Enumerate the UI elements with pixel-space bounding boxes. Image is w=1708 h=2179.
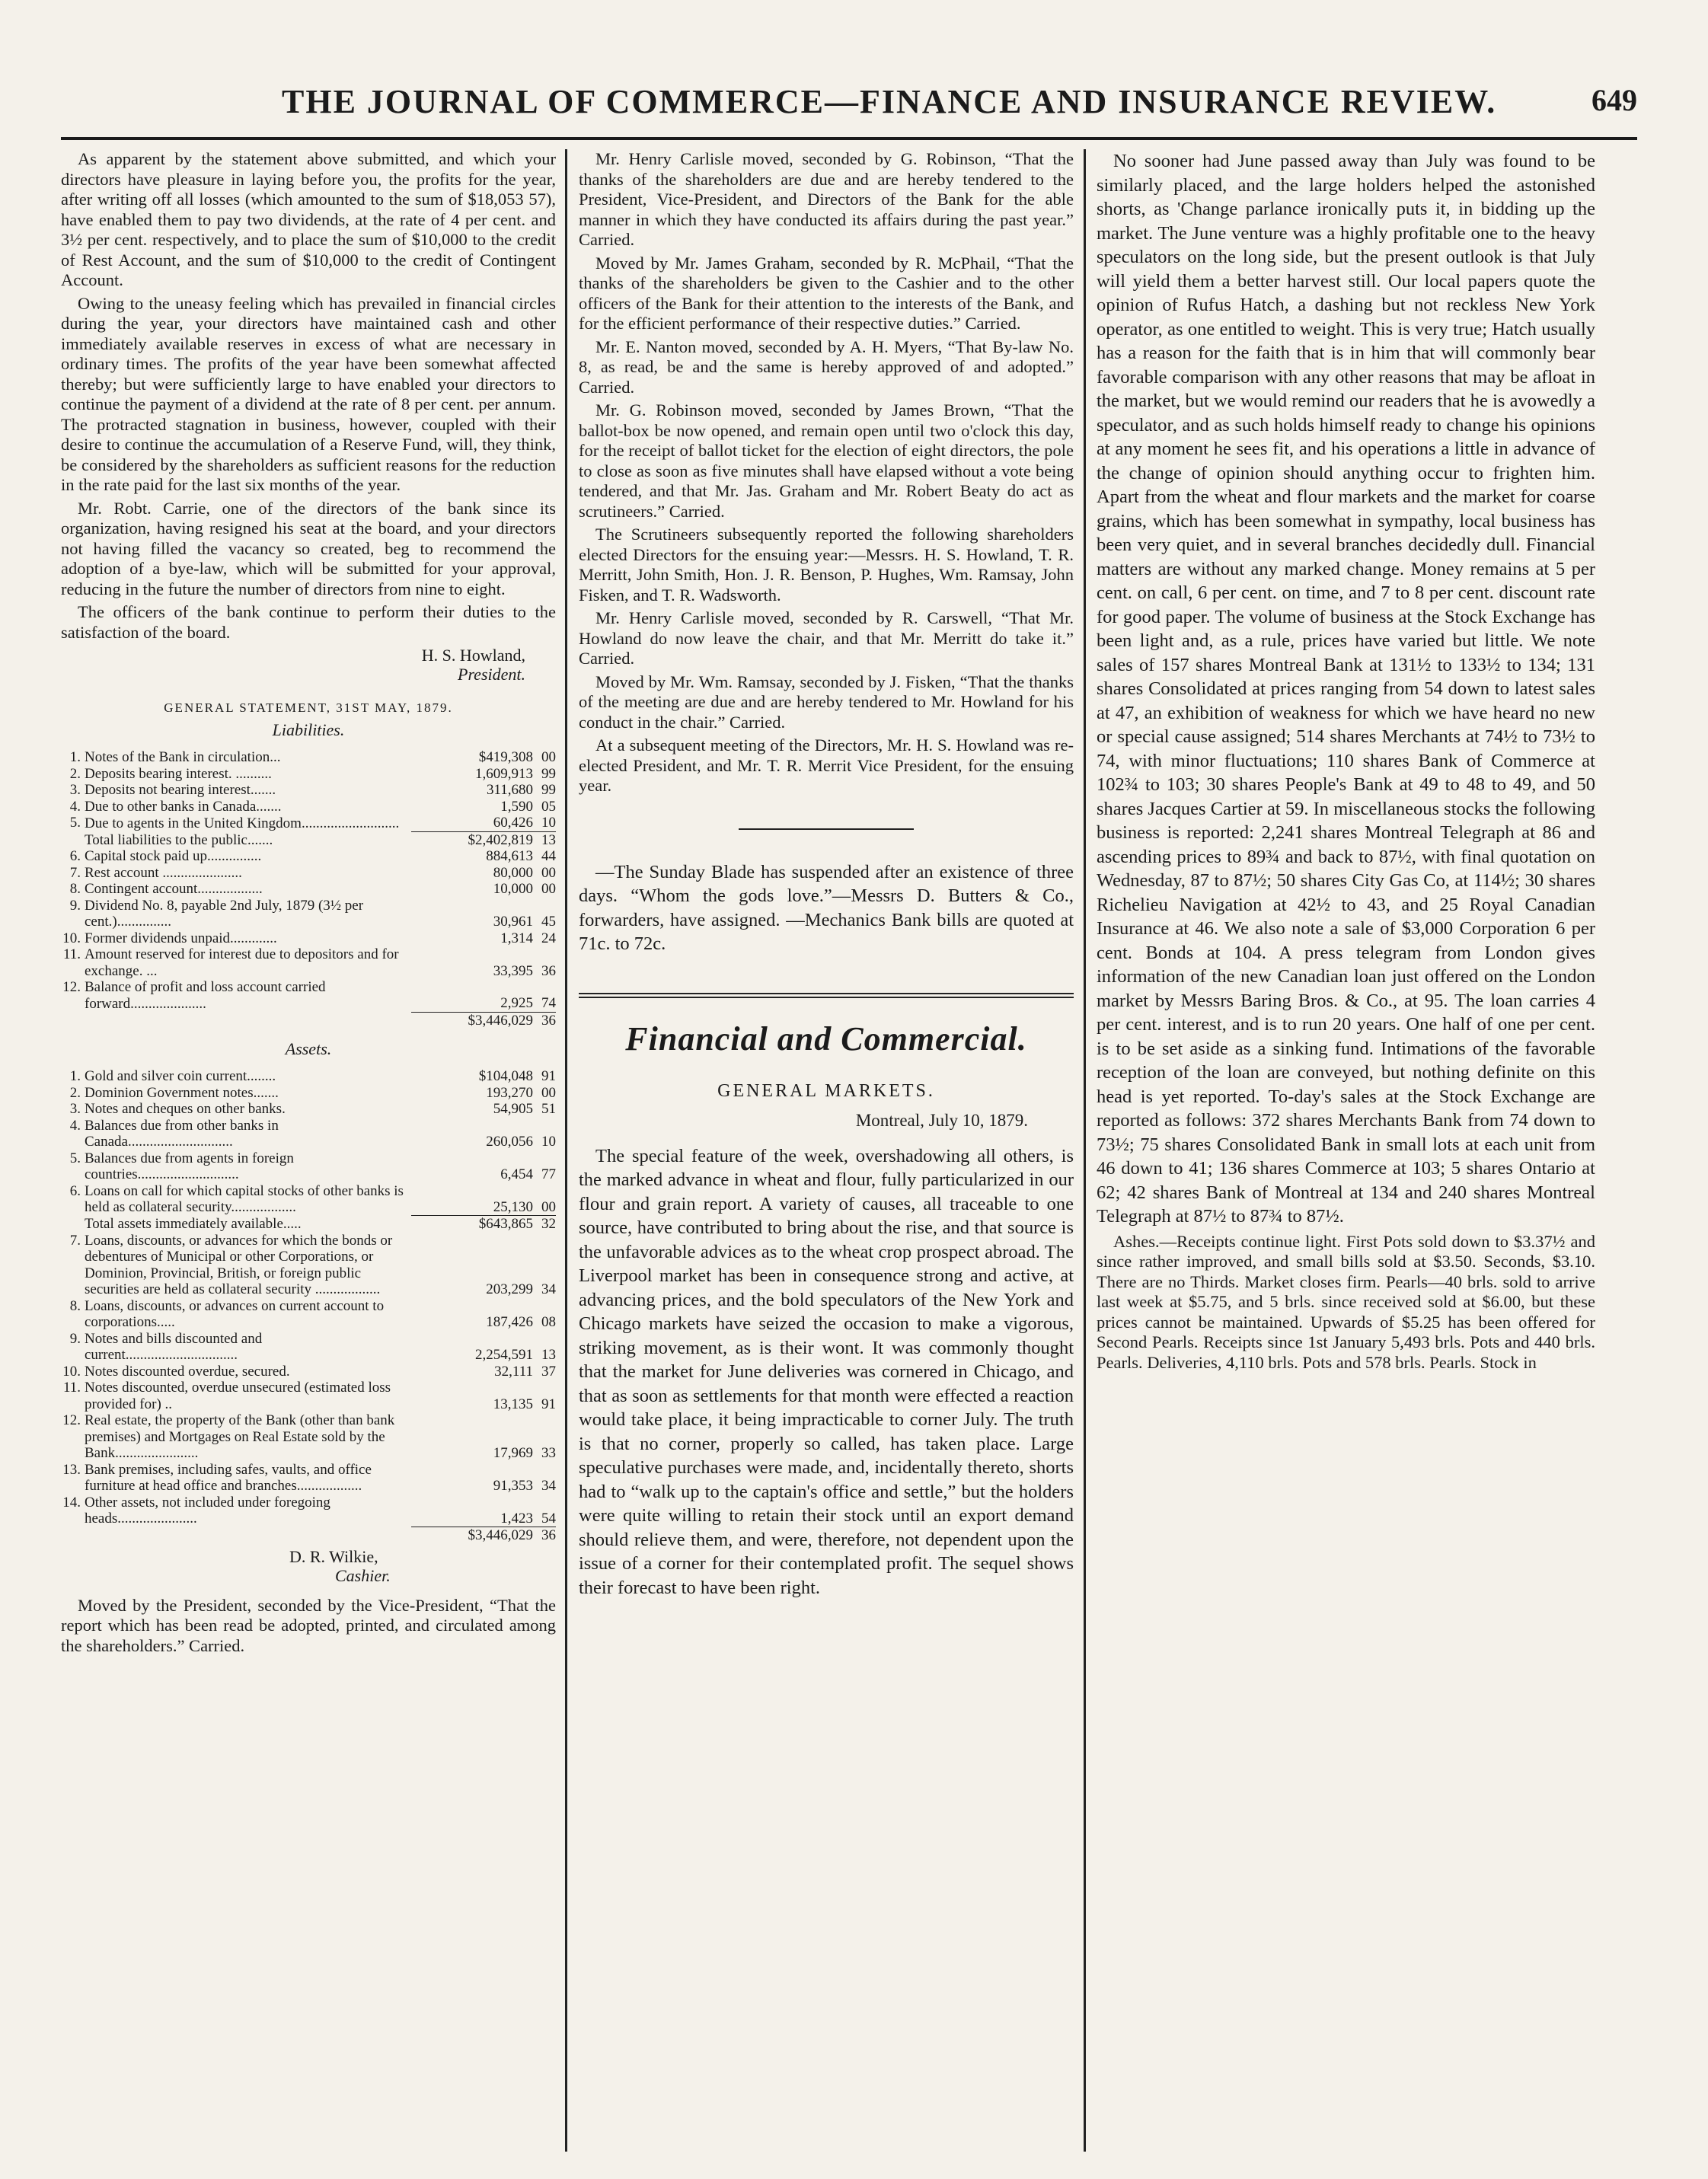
row-number: 4. xyxy=(69,1117,81,1134)
row-cents: 36 xyxy=(541,962,556,979)
signature-name: D. R. Wilkie, xyxy=(289,1546,378,1566)
row-cents: 54 xyxy=(541,1510,556,1527)
row-number xyxy=(61,1012,85,1029)
row-number: 9. xyxy=(69,897,81,914)
row-number: 1. xyxy=(69,1068,81,1084)
row-description: Bank premises, including safes, vaults, and office furniture at head office and branches.................. xyxy=(85,1461,372,1494)
row-number: 1. xyxy=(69,749,81,765)
row-cents: 77 xyxy=(541,1166,556,1182)
row-description xyxy=(85,1012,411,1029)
row-cents: 51 xyxy=(541,1101,556,1117)
row-amount: 2,925 xyxy=(500,995,533,1011)
row-amount: 187,426 xyxy=(486,1314,533,1330)
statement-row xyxy=(61,815,556,831)
row-number: 6. xyxy=(69,848,81,864)
statement-row xyxy=(61,1331,556,1364)
row-description: Deposits bearing interest. .......... xyxy=(85,765,272,782)
section-banner: Financial and Commercial. xyxy=(625,1019,1027,1058)
row-number: 2. xyxy=(69,1084,81,1101)
statement-row xyxy=(61,1527,556,1544)
statement-row xyxy=(61,1216,556,1233)
row-amount: 25,130 xyxy=(493,1198,533,1215)
statement-row xyxy=(61,1118,556,1150)
row-cents: 00 xyxy=(541,1198,556,1215)
statement-row xyxy=(61,831,556,848)
row-amount: 1,423 xyxy=(500,1510,533,1527)
statement-row xyxy=(61,946,556,979)
row-amount: 1,314 xyxy=(500,930,533,946)
row-cents: 00 xyxy=(541,1084,556,1101)
row-cents: 91 xyxy=(541,1396,556,1412)
row-cents: 10 xyxy=(541,1134,556,1150)
paragraph: As apparent by the statement above submitted, and which your directors have pleasure in laying before you, the profits for the year, after writing off all losses (which amounted to the sum of $18,053 57), have enabled them to pay two dividends, at the rate of 4 per cent. and 3½ per cent. respectively, and to place the sum of $10,000 to the credit of Rest Account, and the sum of $10,000 to the credit of Contingent Account. xyxy=(61,149,556,289)
row-number: 3. xyxy=(69,782,81,798)
row-cents: 08 xyxy=(541,1314,556,1330)
row-number: 3. xyxy=(69,1101,81,1117)
row-description: Gold and silver coin current........ xyxy=(85,1068,276,1084)
row-amount: 33,395 xyxy=(493,962,533,979)
statement-row xyxy=(61,782,556,799)
statement-row xyxy=(61,1012,556,1029)
statement-row xyxy=(61,1495,556,1527)
row-cents: 45 xyxy=(541,914,556,930)
row-description: Dividend No. 8, payable 2nd July, 1879 (3½ per cent.)............... xyxy=(85,897,364,930)
row-description: Dominion Government notes....... xyxy=(85,1084,279,1101)
row-number: 5. xyxy=(69,1150,81,1166)
row-number: 10. xyxy=(62,930,81,946)
news-item: —The Sunday Blade has suspended after an existence of three days. “Whom the gods love.”—Messrs D. Butters & Co., forwarders, have assigned. —Mechanics Bank bills are quoted at 71c. to 72c. xyxy=(579,861,1074,954)
signature-title: President. xyxy=(458,665,525,684)
statement-row xyxy=(61,799,556,815)
column-2 xyxy=(579,149,1074,2152)
row-cents: 36 xyxy=(533,1527,556,1544)
row-amount: 1,609,913 xyxy=(475,765,533,782)
row-cents: 00 xyxy=(541,881,556,897)
section-title: GENERAL MARKETS. xyxy=(717,1080,935,1101)
row-number: 6. xyxy=(69,1182,81,1199)
row-cents: 33 xyxy=(541,1445,556,1461)
paragraph: Mr. Henry Carlisle moved, seconded by R. Carswell, “That Mr. Howland do now leave the chair, and that Mr. Merritt do take it.” Carried. xyxy=(579,608,1074,668)
row-amount: 32,111 xyxy=(494,1363,533,1380)
row-amount: 80,000 xyxy=(493,864,533,881)
row-cents: 44 xyxy=(541,848,556,864)
row-number: 4. xyxy=(69,798,81,815)
row-description: Loans on call for which capital stocks of other banks is held as collateral security.................. xyxy=(85,1182,404,1215)
row-description: Due to other banks in Canada....... xyxy=(85,798,282,815)
statement-row xyxy=(61,881,556,898)
row-number: 7. xyxy=(69,864,81,881)
statement-row xyxy=(61,1298,556,1331)
row-cents: 36 xyxy=(533,1012,556,1029)
row-number: 12. xyxy=(62,979,81,995)
row-description: Balances due from agents in foreign countries............................ xyxy=(85,1150,294,1182)
row-amount: 884,613 xyxy=(486,848,533,864)
signature-name: H. S. Howland, xyxy=(421,646,525,665)
row-description: Notes discounted overdue, secured. xyxy=(85,1363,290,1380)
statement-row xyxy=(61,1101,556,1118)
assets-table xyxy=(61,1068,556,1544)
row-cents: 91 xyxy=(541,1068,556,1084)
row-description: Notes and bills discounted and current............................... xyxy=(85,1330,263,1363)
row-cents: 24 xyxy=(541,930,556,946)
row-amount: $3,446,029 xyxy=(411,1012,533,1029)
row-amount: 17,969 xyxy=(493,1445,533,1461)
row-description: Deposits not bearing interest....... xyxy=(85,782,276,798)
row-description: Notes and cheques on other banks. xyxy=(85,1101,286,1117)
row-amount: 2,254,591 xyxy=(475,1347,533,1363)
paragraph: No sooner had June passed away than July was found to be similarly placed, and the large holders helped the astonished shorts, as 'Change parlance ironically puts it, in bidding up the market. The June venture was a highly profitable one to the heavy speculators on the long side, but the present outlook is that July will yield them a better harvest still. Our local papers quote the opinion of Rufus Hatch, a dashing but not reckless New York operator, as one entitled to weight. This is very true; Hatch usually has a reason for the faith that is in him that will commonly bear favorable comparison with any other reasons that may be afloat in the market, but we would remind our readers that he is avowedly a speculator, and as such holds himself ready to change his opinions at any moment he sees fit, and his operations a little in advance of the change of opinion should anything occur to frighten him. Apart from the wheat and flour markets and the market for coarse grains, which has been somewhat in sympathy, local business has been very quiet, and in several branches decidedly dull. Financial matters are without any marked change. Money remains at 5 per cent. on call, 6 per cent. on time, and 7 to 8 per cent. discount rate for good paper. The volume of business at the Stock Exchange has been light and, as a rule, prices have varied but little. We note sales of 157 shares Montreal Bank at 131½ to 133½ to 134; 131 shares Consolidated at prices ranging from 54 down to latest sales at 47, an exhibition of weakness for which we have heard no new or special cause assigned; 514 shares Merchants at 74½ to 73½ to 74, with minor fluctuations; 110 shares Bank of Commerce at 102¾ to 103; 30 shares People's Bank at 49 to 48 to 49, and 50 shares Jacques Cartier at 59. In miscellaneous stocks the following business is reported: 2,241 shares Montreal Telegraph at 86 and ascending prices to 89¾ and back to 87½, with final quotation on Wednesday, 87 to 87½; 50 shares City Gas Co, at 114½; 30 shares Richelieu Navigation at 42½ to 43, and 25 Royal Canadian Insurance at 46. We also note a sale of $3,000 Corporation 6 per cent. Bonds at 104. A press telegram from London gives information of the new Canadian loan just offered on the London market by Messrs Baring Bros. & Co., at 95. The loan carries 4 per cent. interest, and is to run 20 years. One half of one per cent. is to be set aside as a sinking fund. Intimations of the favorable reception of the loan are conveyed, but nothing definite on this head is yet reported. To-day's sales at the Stock Exchange are reported as follows: 372 shares Merchants Bank from 74 down to 73½; 75 shares Consolidated Bank in small lots at each unit from 46 down to 41; 136 shares Commerce at 103; 5 shares Ontario at 62; 42 shares Bank of Montreal at 134 and 240 shares Montreal Telegraph at 87½ to 87¾ to 87½. xyxy=(1097,151,1595,1227)
row-cents: 99 xyxy=(541,765,556,782)
paragraph: Owing to the uneasy feeling which has prevailed in financial circles during the year, your directors have maintained cash and other immediately available reserves in excess of what are necessary in ordinary times. The profits of the year have been somewhat affected thereby; but were sufficiently large to have enabled your directors to continue the payment of a dividend at the rate of 8 per cent. per annum. The protracted stagnation in business, however, coupled with their desire to continue the accumulation of a Reserve Fund, will, they think, be considered by the shareholders as sufficient reasons for the reduction in the rate paid for the last six months of the year. xyxy=(61,293,556,494)
dateline: Montreal, July 10, 1879. xyxy=(855,1110,1028,1130)
column-3 xyxy=(1097,149,1595,2152)
row-amount: 203,299 xyxy=(486,1281,533,1297)
statement-row xyxy=(61,1068,556,1085)
liabilities-heading: Liabilities. xyxy=(272,720,345,739)
row-description: Due to agents in the United Kingdom........................... xyxy=(85,815,400,831)
row-description: Loans, discounts, or advances for which the bonds or debentures of Municipal or other Corporations, or Dominion, Provincial, British, or foreign public securities are held as collateral security .................. xyxy=(85,1232,393,1297)
paragraph: Mr. Henry Carlisle moved, seconded by G. Robinson, “That the thanks of the shareholders are due and are hereby tendered to the President, Vice-President, and Directors of the Bank for the able manner in which they have conducted its affairs during the past year.” Carried. xyxy=(579,149,1074,249)
paragraph: Moved by Mr. Wm. Ramsay, seconded by J. Fisken, “That the thanks of the meeting are due and are hereby tendered to Mr. Howland for his conduct in the chair.” Carried. xyxy=(579,672,1074,732)
row-description xyxy=(85,1527,411,1544)
row-number: 11. xyxy=(62,1380,81,1396)
row-amount: $3,446,029 xyxy=(411,1527,533,1544)
row-description: Notes of the Bank in circulation... xyxy=(85,749,281,765)
row-amount: 91,353 xyxy=(493,1478,533,1494)
paragraph: Mr. Robt. Carrie, one of the directors of the bank since its organization, having resigned his seat at the board, and your directors not having filled the vacancy so created, beg to recommend the adoption of a bye-law, which will be submitted for your approval, reducing in the future the number of directors from nine to eight. xyxy=(61,498,556,598)
row-number xyxy=(61,831,85,848)
column-divider xyxy=(565,149,567,2152)
separator-rule xyxy=(739,828,914,830)
row-number: 13. xyxy=(62,1461,81,1478)
section-rule xyxy=(579,993,1074,998)
paragraph: Mr. E. Nanton moved, seconded by A. H. Myers, “That By-law No. 8, as read, be and the same is hereby approved of and adopted.” Carried. xyxy=(579,337,1074,397)
row-description: Notes discounted, overdue unsecured (estimated loss provided for) .. xyxy=(85,1380,391,1412)
row-amount: 260,056 xyxy=(486,1134,533,1150)
signature-title: Cashier. xyxy=(335,1565,391,1585)
row-number: 11. xyxy=(62,946,81,962)
row-number: 12. xyxy=(62,1412,81,1428)
column-divider xyxy=(1084,149,1086,2152)
assets-heading: Assets. xyxy=(285,1039,332,1058)
row-description: Balance of profit and loss account carried forward..................... xyxy=(85,979,326,1012)
statement-row xyxy=(61,749,556,766)
statement-row xyxy=(61,848,556,865)
statement-row xyxy=(61,766,556,783)
row-cents: 99 xyxy=(541,782,556,798)
row-description: Former dividends unpaid............. xyxy=(85,930,277,946)
journal-title: THE JOURNAL OF COMMERCE—FINANCE AND INSURANCE REVIEW. xyxy=(282,83,1497,120)
statement-row xyxy=(61,1183,556,1216)
paragraph: Mr. G. Robinson moved, seconded by James Brown, “That the ballot-box be now opened, and remain open until two o'clock this day, for the receipt of ballot ticket for the election of eight directors, the pole to close as soon as five minutes shall have elapsed without a vote being tendered, and that Mr. Jas. Graham and Mr. Robert Beaty do act as scrutineers.” Carried. xyxy=(579,400,1074,521)
statement-row xyxy=(61,1462,556,1495)
row-number: 9. xyxy=(69,1330,81,1347)
row-cents: 13 xyxy=(541,1347,556,1363)
statement-row xyxy=(61,930,556,947)
row-amount: $2,402,819 xyxy=(411,831,533,848)
statement-row xyxy=(61,1085,556,1102)
row-amount: 6,454 xyxy=(500,1166,533,1182)
row-description: Loans, discounts, or advances on current account to corporations..... xyxy=(85,1297,385,1330)
row-amount: 10,000 xyxy=(493,881,533,897)
row-number: 8. xyxy=(69,1297,81,1314)
row-number: 14. xyxy=(62,1494,81,1511)
statement-row xyxy=(61,1380,556,1412)
row-cents: 34 xyxy=(541,1281,556,1297)
liabilities-table xyxy=(61,749,556,1029)
statement-row xyxy=(61,1150,556,1183)
row-amount: 193,270 xyxy=(486,1084,533,1101)
row-amount: 60,426 xyxy=(493,815,533,831)
column-1 xyxy=(61,149,556,2152)
header-rule xyxy=(61,137,1637,140)
row-number: 10. xyxy=(62,1363,81,1380)
row-number: 7. xyxy=(69,1232,81,1249)
paragraph: Ashes.—Receipts continue light. First Pots sold down to $3.37½ and since rather improved, and small bills sold at $3.50. Seconds, $3.10. There are no Thirds. Market closes firm. Pearls—40 brls. sold to arrive last week at $5.75, and 5 brls. since received sold at $6.00, but these prices cannot be maintained. Upwards of $5.25 has been offered for Second Pearls. Receipts since 1st January 5,493 brls. Pots and 440 brls. Pearls. Deliveries, 4,110 brls. Pots and 578 brls. Pearls. Stock in xyxy=(1097,1231,1595,1372)
row-description: Total liabilities to the public....... xyxy=(85,831,273,848)
row-amount: $104,048 xyxy=(478,1068,533,1084)
row-cents: 37 xyxy=(541,1363,556,1380)
row-description: Total assets immediately available..... xyxy=(85,1216,302,1232)
statement-row xyxy=(61,979,556,1012)
statement-row xyxy=(61,898,556,930)
row-amount: 54,905 xyxy=(493,1101,533,1117)
row-cents: 05 xyxy=(541,798,556,815)
row-cents: 74 xyxy=(541,995,556,1011)
row-description: Amount reserved for interest due to depositors and for exchange. ... xyxy=(85,946,399,979)
row-cents: 32 xyxy=(533,1216,556,1233)
president-signature xyxy=(61,646,556,684)
row-amount: 311,680 xyxy=(486,782,533,798)
row-number xyxy=(61,1216,85,1233)
row-amount: 30,961 xyxy=(493,914,533,930)
row-description: Contingent account.................. xyxy=(85,881,263,897)
row-amount: 1,590 xyxy=(500,798,533,815)
row-description: Balances due from other banks in Canada............................. xyxy=(85,1117,279,1150)
page-header xyxy=(61,76,1637,129)
row-cents: 10 xyxy=(541,815,556,831)
row-description: Rest account ...................... xyxy=(85,864,242,881)
row-cents: 00 xyxy=(541,864,556,881)
statement-row xyxy=(61,1412,556,1462)
statement-row xyxy=(61,1233,556,1298)
row-cents: 13 xyxy=(533,831,556,848)
paragraph: The officers of the bank continue to perform their duties to the satisfaction of the board. xyxy=(61,602,556,642)
page-number: 649 xyxy=(1591,83,1637,117)
row-amount: 13,135 xyxy=(493,1396,533,1412)
paragraph: The Scrutineers subsequently reported the following shareholders elected Directors for the ensuing year:—Messrs. H. S. Howland, T. R. Merritt, John Smith, Hon. J. R. Benson, P. Hughes, Wm. Ramsay, John Fisken, and T. R. Wadsworth. xyxy=(579,525,1074,605)
statement-heading: GENERAL STATEMENT, 31ST MAY, 1879. xyxy=(164,700,453,715)
row-cents: 34 xyxy=(541,1478,556,1494)
row-amount: $419,308 xyxy=(478,749,533,765)
paragraph: Moved by the President, seconded by the Vice-President, “That the report which has been read be adopted, printed, and circulated among the shareholders.” Carried. xyxy=(61,1595,556,1655)
row-number xyxy=(61,1527,85,1544)
row-number: 8. xyxy=(69,881,81,897)
row-number: 5. xyxy=(69,815,81,831)
statement-row xyxy=(61,865,556,882)
paragraph: Moved by Mr. James Graham, seconded by R. McPhail, “That the thanks of the shareholders be given to the Cashier and to the other officers of the Bank for their attention to the interests of the Bank, and for the efficient performance of their respective duties.” Carried. xyxy=(579,253,1074,333)
paragraph: The special feature of the week, overshadowing all others, is the marked advance in wheat and flour, fully particularized in our flour and grain report. A variety of causes, all traceable to one source, have contributed to bring about the rise, and that source is the unfavorable advices as to the wheat crop prospect abroad. The Liverpool market has been in consequence strong and active, at advancing prices, and the bold speculators of the New York and Chicago markets have seized the occasion to make a vigorous, striking movement, as is their wont. It was commonly thought that the market for June deliveries was cornered in Chicago, and that as soon as settlements for that month were effected a reaction would take place, it being impracticable to corner July. The truth is that no corner, properly so called, has taken place. Large speculative purchases were made, and, incidentally thereto, shorts had to “walk up to the captain's office and settle,” but the holders were quite willing to retain their stock until an export demand should relieve them, and were, therefore, not dependent upon the issue of a corner for their contemplated profit. The sequel shows their forecast to have been right. xyxy=(579,1145,1074,1598)
row-description: Other assets, not included under foregoing heads...................... xyxy=(85,1494,330,1527)
cashier-signature xyxy=(61,1547,556,1585)
row-description: Capital stock paid up............... xyxy=(85,848,262,864)
row-amount: $643,865 xyxy=(411,1216,533,1233)
row-number: 2. xyxy=(69,765,81,782)
statement-row xyxy=(61,1364,556,1380)
row-cents: 00 xyxy=(541,749,556,765)
paragraph: At a subsequent meeting of the Directors, Mr. H. S. Howland was re-elected President, and Mr. T. R. Merrit Vice President, for the ensuing year. xyxy=(579,735,1074,795)
row-description: Real estate, the property of the Bank (other than bank premises) and Mortgages on Real Estate sold by the Bank....................... xyxy=(85,1412,395,1461)
